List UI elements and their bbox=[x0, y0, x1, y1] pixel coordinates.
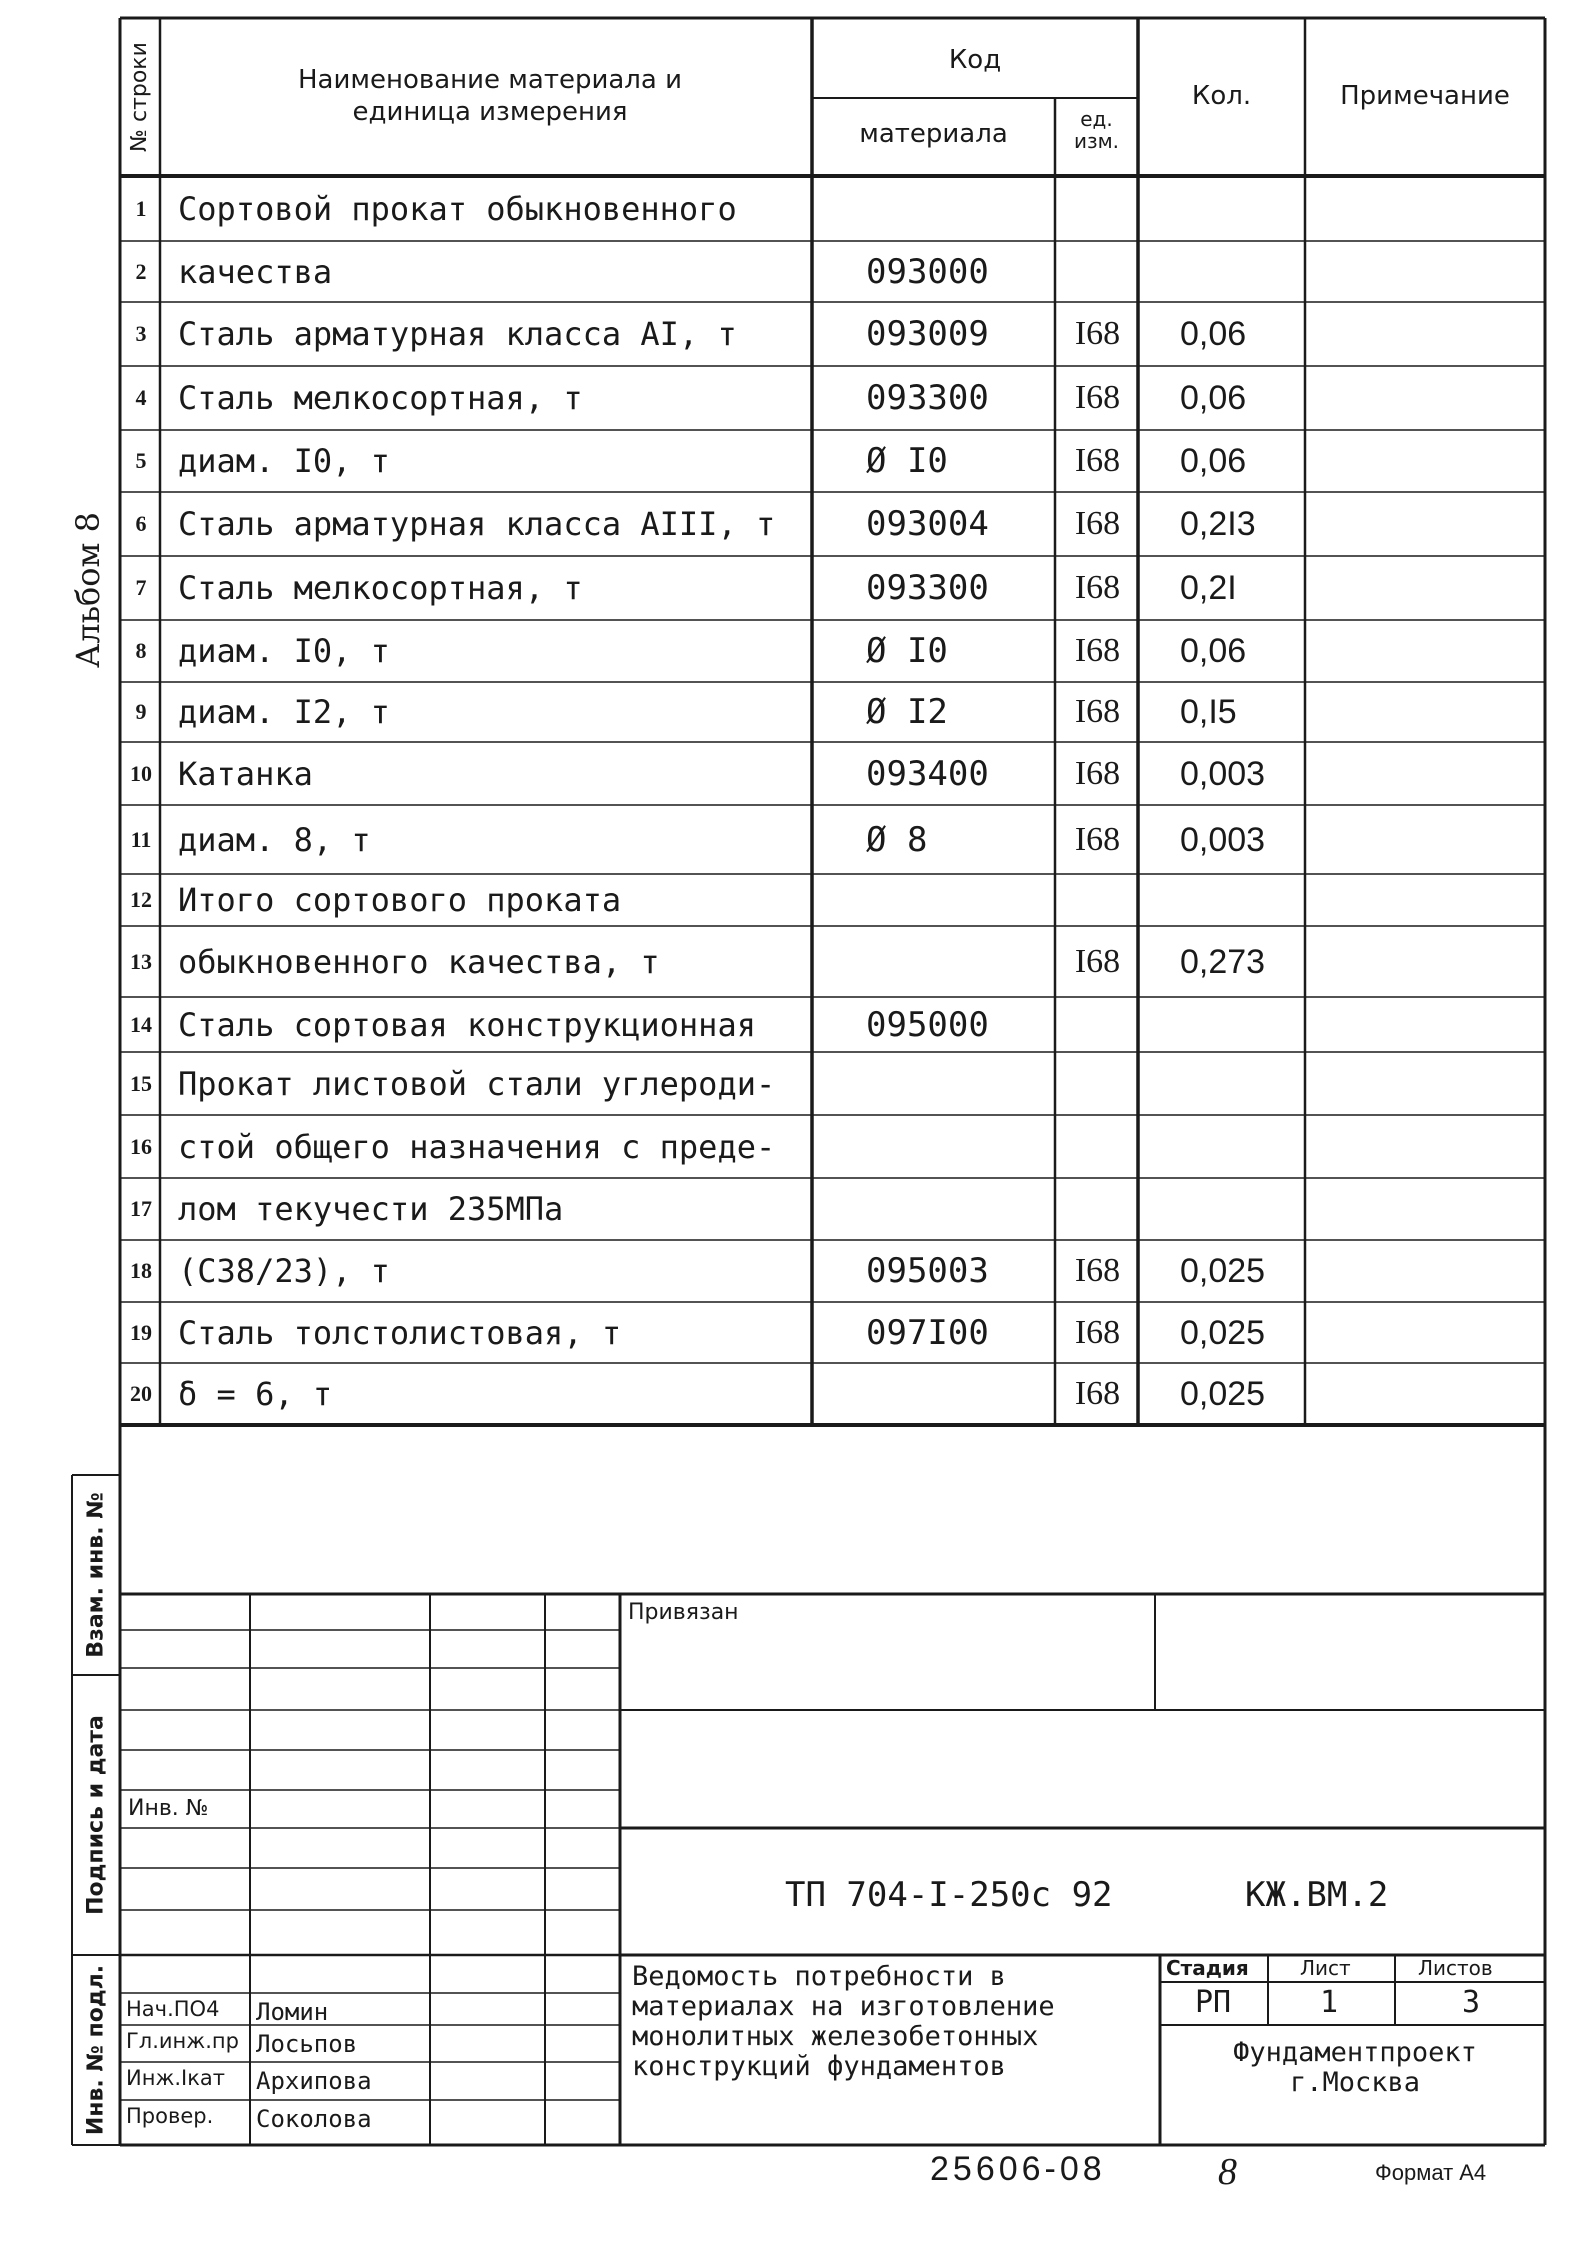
sheets-label: Листов bbox=[1418, 1956, 1493, 1980]
unit-code: I68 bbox=[1074, 505, 1121, 542]
quantity: 0,025 bbox=[1180, 1313, 1266, 1352]
material-name: δ = 6, т bbox=[178, 1375, 333, 1413]
quantity: 0,2I3 bbox=[1180, 505, 1256, 543]
header-name: Наименование материала и единица измерения bbox=[297, 65, 683, 127]
row-number: 14 bbox=[130, 1011, 152, 1037]
material-name: обыкновенного качества, т bbox=[178, 942, 660, 981]
row-number: 12 bbox=[130, 887, 152, 912]
album-label: Альбом 8 bbox=[69, 512, 107, 668]
row-number: 4 bbox=[135, 385, 147, 410]
signer-role: Гл.инж.пр bbox=[126, 2029, 239, 2053]
unit-code: I68 bbox=[1074, 693, 1121, 730]
material-name: диам. I0, т bbox=[178, 442, 390, 480]
material-name: Сталь толстолистовая, т bbox=[178, 1313, 622, 1352]
sheet-value: 1 bbox=[1320, 1985, 1339, 2020]
signer-role: Нач.ПО4 bbox=[126, 1997, 220, 2021]
quantity: 0,06 bbox=[1180, 632, 1247, 670]
material-name: Сталь сортовая конструкционная bbox=[178, 1005, 756, 1044]
header-code: Код bbox=[948, 45, 1002, 75]
row-number: 13 bbox=[130, 948, 152, 974]
row-number: 8 bbox=[135, 638, 147, 663]
material-name: Сталь арматурная класса AIII, т bbox=[178, 505, 776, 543]
material-name: диам. I0, т bbox=[178, 632, 390, 670]
material-name: диам. I2, т bbox=[178, 693, 390, 731]
material-name: Катанка bbox=[178, 754, 313, 793]
signer-name: Лосьпов bbox=[256, 2030, 358, 2058]
material-name: Сталь арматурная класса AI, т bbox=[178, 315, 737, 353]
organization: Фундаментпроект г.Москва bbox=[1233, 2037, 1477, 2098]
sheets-value: 3 bbox=[1462, 1985, 1481, 2020]
row-number: 18 bbox=[130, 1258, 152, 1283]
inv-no-label: Инв. № bbox=[128, 1796, 209, 1821]
material-name: Сортовой прокат обыкновенного bbox=[178, 189, 737, 228]
designation: ТП 704-I-250с 92 bbox=[785, 1875, 1113, 1915]
material-name: (С38/23), т bbox=[178, 1252, 390, 1290]
material-name: Итого сортового проката bbox=[178, 881, 622, 919]
row-number: 5 bbox=[135, 448, 147, 473]
signer-role: Инж.Iкат bbox=[126, 2066, 226, 2090]
quantity: 0,003 bbox=[1180, 754, 1266, 793]
quantity: 0,06 bbox=[1180, 315, 1247, 353]
header-row-no: № строки bbox=[127, 42, 152, 152]
row-number: 11 bbox=[130, 826, 152, 852]
document-mark: КЖ.ВМ.2 bbox=[1245, 1875, 1389, 1915]
material-name: диам. 8, т bbox=[178, 820, 371, 859]
signer-name: Соколова bbox=[256, 2105, 372, 2133]
row-number: 20 bbox=[130, 1381, 152, 1406]
unit-code: I68 bbox=[1074, 379, 1121, 416]
material-code: 093400 bbox=[866, 753, 989, 794]
unit-code: I68 bbox=[1074, 820, 1121, 858]
material-code: 093000 bbox=[866, 251, 989, 292]
material-code: Ø I0 bbox=[866, 441, 948, 481]
unit-code: I68 bbox=[1074, 754, 1121, 792]
quantity: 0,06 bbox=[1180, 442, 1247, 480]
material-name: качества bbox=[178, 252, 333, 291]
header-code-material: материала bbox=[859, 119, 1008, 149]
row-number: 15 bbox=[130, 1070, 152, 1096]
quantity: 0,003 bbox=[1180, 820, 1266, 859]
row-number: 7 bbox=[135, 575, 147, 600]
unit-code: I68 bbox=[1074, 1313, 1121, 1351]
row-number: 19 bbox=[130, 1319, 152, 1345]
quantity: 0,I5 bbox=[1180, 693, 1237, 731]
row-number: 9 bbox=[135, 699, 147, 724]
row-number: 3 bbox=[135, 321, 147, 346]
side-inv-podl: Инв. № подл. bbox=[83, 1964, 109, 2136]
stage-value: РП bbox=[1195, 1985, 1232, 2020]
material-name: стой общего назначения с преде- bbox=[178, 1127, 776, 1166]
document-title: Ведомость потребности в материалах на изготовление монолитных железобетонных конструкций фундаментов bbox=[632, 1961, 1055, 2082]
row-number: 6 bbox=[135, 511, 147, 536]
unit-code: I68 bbox=[1074, 442, 1121, 479]
side-vzam: Взам. инв. № bbox=[83, 1492, 109, 1658]
unit-code: I68 bbox=[1074, 315, 1121, 352]
material-code: Ø 8 bbox=[866, 819, 928, 860]
material-code: 093300 bbox=[866, 378, 989, 418]
unit-code: I68 bbox=[1074, 632, 1121, 669]
material-name: Сталь мелкосортная, т bbox=[178, 569, 583, 607]
signer-name: Архипова bbox=[256, 2067, 372, 2095]
header-qty: Кол. bbox=[1191, 81, 1252, 111]
unit-code: I68 bbox=[1074, 569, 1121, 606]
material-name: лом текучести 235МПа bbox=[178, 1190, 564, 1228]
quantity: 0,025 bbox=[1180, 1252, 1266, 1290]
row-number: 1 bbox=[135, 195, 147, 221]
quantity: 0,025 bbox=[1180, 1375, 1266, 1413]
material-code: 093004 bbox=[866, 504, 989, 544]
quantity: 0,2I bbox=[1180, 569, 1237, 607]
material-code: 093300 bbox=[866, 568, 989, 608]
row-number: 10 bbox=[130, 760, 152, 786]
material-name: Сталь мелкосортная, т bbox=[178, 379, 583, 417]
row-number: 2 bbox=[135, 258, 147, 284]
material-code: Ø I2 bbox=[866, 692, 948, 732]
unit-code: I68 bbox=[1074, 1252, 1121, 1289]
sheet-label: Лист bbox=[1300, 1956, 1351, 1980]
material-code: Ø I0 bbox=[866, 631, 948, 671]
unit-code: I68 bbox=[1074, 1375, 1121, 1412]
format-label: Формат А4 bbox=[1375, 2160, 1487, 2185]
material-code: 097I00 bbox=[866, 1312, 989, 1353]
row-number: 16 bbox=[130, 1133, 152, 1159]
page-number: 8 bbox=[1218, 2151, 1237, 2193]
quantity: 0,273 bbox=[1180, 942, 1266, 981]
stage-label: Стадия bbox=[1166, 1956, 1249, 1980]
header-code-unit: ед. изм. bbox=[1073, 107, 1120, 153]
material-code: 095000 bbox=[866, 1004, 989, 1045]
header-note: Примечание bbox=[1340, 81, 1510, 111]
document-number: 25606-08 bbox=[930, 2150, 1106, 2188]
quantity: 0,06 bbox=[1180, 379, 1247, 417]
material-name: Прокат листовой стали углероди- bbox=[178, 1064, 776, 1103]
privyazan-label: Привязан bbox=[628, 1600, 739, 1625]
side-podpis: Подпись и дата bbox=[83, 1715, 109, 1915]
material-code: 095003 bbox=[866, 1251, 989, 1291]
row-number: 17 bbox=[130, 1196, 152, 1221]
signer-role: Провер. bbox=[126, 2104, 214, 2128]
signer-name: Ломин bbox=[256, 1998, 329, 2026]
material-code: 093009 bbox=[866, 314, 989, 354]
unit-code: I68 bbox=[1074, 942, 1121, 980]
